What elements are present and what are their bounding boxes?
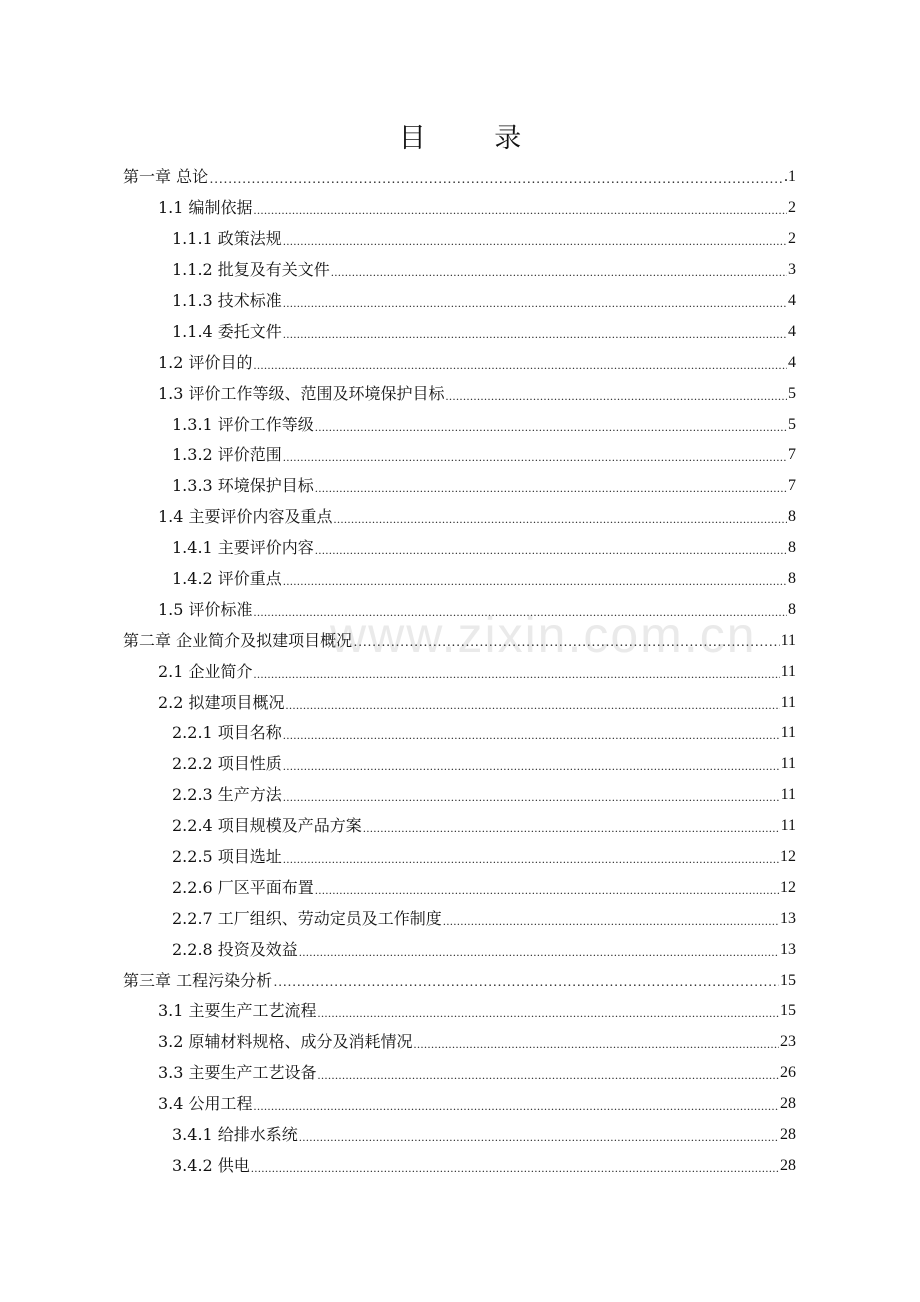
- toc-entry-label: 2.2.1 项目名称: [172, 723, 282, 743]
- toc-leader-dots: [443, 911, 779, 931]
- toc-leader-dots: [315, 478, 787, 498]
- toc-entry-label: 1.3.2 评价范围: [172, 445, 282, 465]
- toc-entry[interactable]: [123, 1058, 796, 1089]
- toc-leader-dots: [286, 695, 780, 715]
- toc-entry-label: 2.2.2 项目性质: [172, 754, 282, 774]
- toc-leader-dots: [283, 293, 787, 313]
- toc-leader-dots: [446, 386, 787, 406]
- toc-leader-dots: [299, 942, 779, 962]
- toc-leader-dots: [254, 664, 780, 684]
- toc-leader-dots: [283, 324, 787, 344]
- toc-leader-dots: [283, 447, 787, 467]
- toc-leader-dots: [318, 1065, 779, 1085]
- toc-entry-page-number: 12: [780, 878, 796, 896]
- toc-leader-dots: [209, 169, 783, 190]
- toc-entry[interactable]: [123, 903, 796, 934]
- toc-leader-dots: [315, 880, 779, 900]
- toc-entry-label: 1.1.2 批复及有关文件: [172, 260, 330, 280]
- toc-leader-dots: [315, 417, 787, 437]
- toc-entry[interactable]: [123, 347, 796, 378]
- watermark: www.zixin.com.cn: [330, 607, 757, 663]
- page-title: 目 录: [398, 123, 552, 154]
- toc-leader-dots: [283, 231, 787, 251]
- toc-leader-dots: [283, 849, 779, 869]
- toc-leader-dots: [251, 1158, 779, 1178]
- toc-leader-dots: [283, 756, 780, 776]
- toc-leader-dots: [283, 725, 780, 745]
- toc-entry-page-number: 8: [788, 570, 796, 588]
- toc-entry-label: 1.3 评价工作等级、范围及环境保护目标: [158, 383, 445, 403]
- table-of-contents: [123, 162, 796, 1181]
- toc-entry-label: 1.4 主要评价内容及重点: [158, 507, 333, 527]
- toc-entry[interactable]: [123, 811, 796, 842]
- toc-entry-page-number: 4: [788, 322, 796, 340]
- toc-entry[interactable]: [123, 255, 796, 286]
- toc-entry-label: 1.1 编制依据: [158, 198, 253, 218]
- toc-entry[interactable]: [123, 718, 796, 749]
- toc-entry-label: 1.2 评价目的: [158, 352, 253, 372]
- toc-entry-label: 3.4.2 供电: [172, 1155, 250, 1175]
- toc-entry-page-number: 11: [780, 631, 796, 649]
- toc-entry-label: 第二章 企业简介及拟建项目概况: [123, 630, 353, 650]
- toc-leader-dots: [283, 787, 780, 807]
- toc-entry[interactable]: [123, 502, 796, 533]
- toc-leader-dots: [283, 571, 787, 591]
- toc-entry[interactable]: [123, 965, 796, 996]
- toc-leader-dots: [331, 262, 787, 282]
- toc-entry[interactable]: [123, 286, 796, 317]
- toc-entry-page-number: 11: [780, 755, 796, 773]
- toc-entry-page-number: 13: [780, 940, 796, 958]
- toc-entry-page-number: 13: [780, 909, 796, 927]
- toc-leader-dots: [254, 1096, 779, 1116]
- toc-entry[interactable]: [123, 1089, 796, 1120]
- toc-entry-label: 1.1.1 政策法规: [172, 229, 282, 249]
- toc-entry-label: 2.1 企业简介: [158, 661, 253, 681]
- toc-entry[interactable]: [123, 1120, 796, 1151]
- toc-entry-page-number: 11: [780, 817, 796, 835]
- toc-entry-page-number: 28: [780, 1156, 796, 1174]
- toc-entry[interactable]: [123, 440, 796, 471]
- toc-entry-page-number: 8: [788, 508, 796, 526]
- toc-leader-dots: [363, 818, 780, 838]
- toc-leader-dots: [414, 1034, 779, 1054]
- toc-entry-label: 1.5 评价标准: [158, 599, 253, 619]
- toc-entry-page-number: 8: [788, 539, 796, 557]
- toc-entry[interactable]: [123, 162, 796, 193]
- toc-entry-page-number: 4: [788, 353, 796, 371]
- toc-entry-page-number: 23: [780, 1033, 796, 1051]
- toc-entry[interactable]: [123, 749, 796, 780]
- toc-entry-page-number: 28: [780, 1126, 796, 1144]
- toc-entry-page-number: 15: [780, 1002, 796, 1020]
- toc-entry[interactable]: [123, 934, 796, 965]
- toc-entry-label: 2.2.8 投资及效益: [172, 939, 298, 959]
- toc-entry-label: 1.3.3 环境保护目标: [172, 476, 314, 496]
- toc-entry-page-number: 7: [788, 477, 796, 495]
- toc-entry-page-number: 8: [788, 600, 796, 618]
- toc-entry[interactable]: [123, 1151, 796, 1182]
- toc-leader-dots: [254, 200, 787, 220]
- toc-entry[interactable]: [123, 471, 796, 502]
- toc-entry[interactable]: [123, 533, 796, 564]
- toc-entry-page-number: 15: [780, 971, 796, 989]
- toc-entry[interactable]: [123, 842, 796, 873]
- toc-entry-label: 2.2 拟建项目概况: [158, 692, 285, 712]
- toc-entry[interactable]: [123, 409, 796, 440]
- toc-entry-page-number: 2: [788, 230, 796, 248]
- toc-entry-page-number: 12: [780, 848, 796, 866]
- toc-entry[interactable]: [123, 316, 796, 347]
- toc-entry-label: 2.2.5 项目选址: [172, 847, 282, 867]
- toc-entry-label: 2.2.7 工厂组织、劳动定员及工作制度: [172, 908, 442, 928]
- toc-entry-page-number: 5: [788, 384, 796, 402]
- toc-entry-page-number: 2: [788, 199, 796, 217]
- toc-entry-label: 2.2.4 项目规模及产品方案: [172, 816, 362, 836]
- toc-leader-dots: [299, 1127, 779, 1147]
- toc-leader-dots: [273, 972, 779, 993]
- toc-entry-page-number: 11: [780, 724, 796, 742]
- toc-entry-label: 3.1 主要生产工艺流程: [158, 1001, 317, 1021]
- toc-entry-page-number: 11: [780, 786, 796, 804]
- toc-entry-label: 1.4.1 主要评价内容: [172, 538, 314, 558]
- toc-entry[interactable]: [123, 378, 796, 409]
- toc-entry-page-number: 11: [780, 662, 796, 680]
- toc-entry[interactable]: [123, 996, 796, 1027]
- toc-entry-page-number: 7: [788, 446, 796, 464]
- toc-entry-label: 3.4.1 给排水系统: [172, 1125, 298, 1145]
- toc-entry-page-number: 4: [788, 292, 796, 309]
- toc-leader-dots: [334, 509, 787, 529]
- toc-entry[interactable]: [123, 687, 796, 718]
- toc-entry-page-number: 3: [788, 261, 796, 279]
- toc-entry-label: 1.3.1 评价工作等级: [172, 414, 314, 434]
- toc-leader-dots: [318, 1003, 779, 1023]
- toc-leader-dots: [315, 540, 787, 560]
- toc-entry-page-number: 11: [780, 693, 796, 711]
- toc-entry-label: 3.4 公用工程: [158, 1094, 253, 1114]
- toc-entry-page-number: .1: [784, 168, 796, 186]
- toc-entry-label: 3.3 主要生产工艺设备: [158, 1063, 317, 1083]
- toc-entry-label: 1.4.2 评价重点: [172, 569, 282, 589]
- toc-entry-label: 3.2 原辅材料规格、成分及消耗情况: [158, 1032, 413, 1052]
- toc-entry-label: 1.1.3 技术标准: [172, 291, 282, 310]
- toc-entry-label: 第一章 总论: [123, 167, 209, 187]
- toc-entry[interactable]: [123, 780, 796, 811]
- toc-entry[interactable]: [123, 1027, 796, 1058]
- toc-entry[interactable]: [123, 193, 796, 224]
- toc-entry-label: 1.1.4 委托文件: [172, 321, 282, 341]
- toc-entry[interactable]: [123, 872, 796, 903]
- toc-leader-dots: [254, 355, 787, 375]
- toc-entry-label: 2.2.6 厂区平面布置: [172, 877, 314, 897]
- toc-entry[interactable]: [123, 224, 796, 255]
- toc-entry[interactable]: [123, 564, 796, 595]
- toc-entry-page-number: 5: [788, 415, 796, 433]
- toc-entry-label: 2.2.3 生产方法: [172, 785, 282, 805]
- toc-entry-page-number: 28: [780, 1095, 796, 1113]
- toc-entry-page-number: 26: [780, 1064, 796, 1082]
- toc-entry-label: 第三章 工程污染分析: [123, 970, 273, 990]
